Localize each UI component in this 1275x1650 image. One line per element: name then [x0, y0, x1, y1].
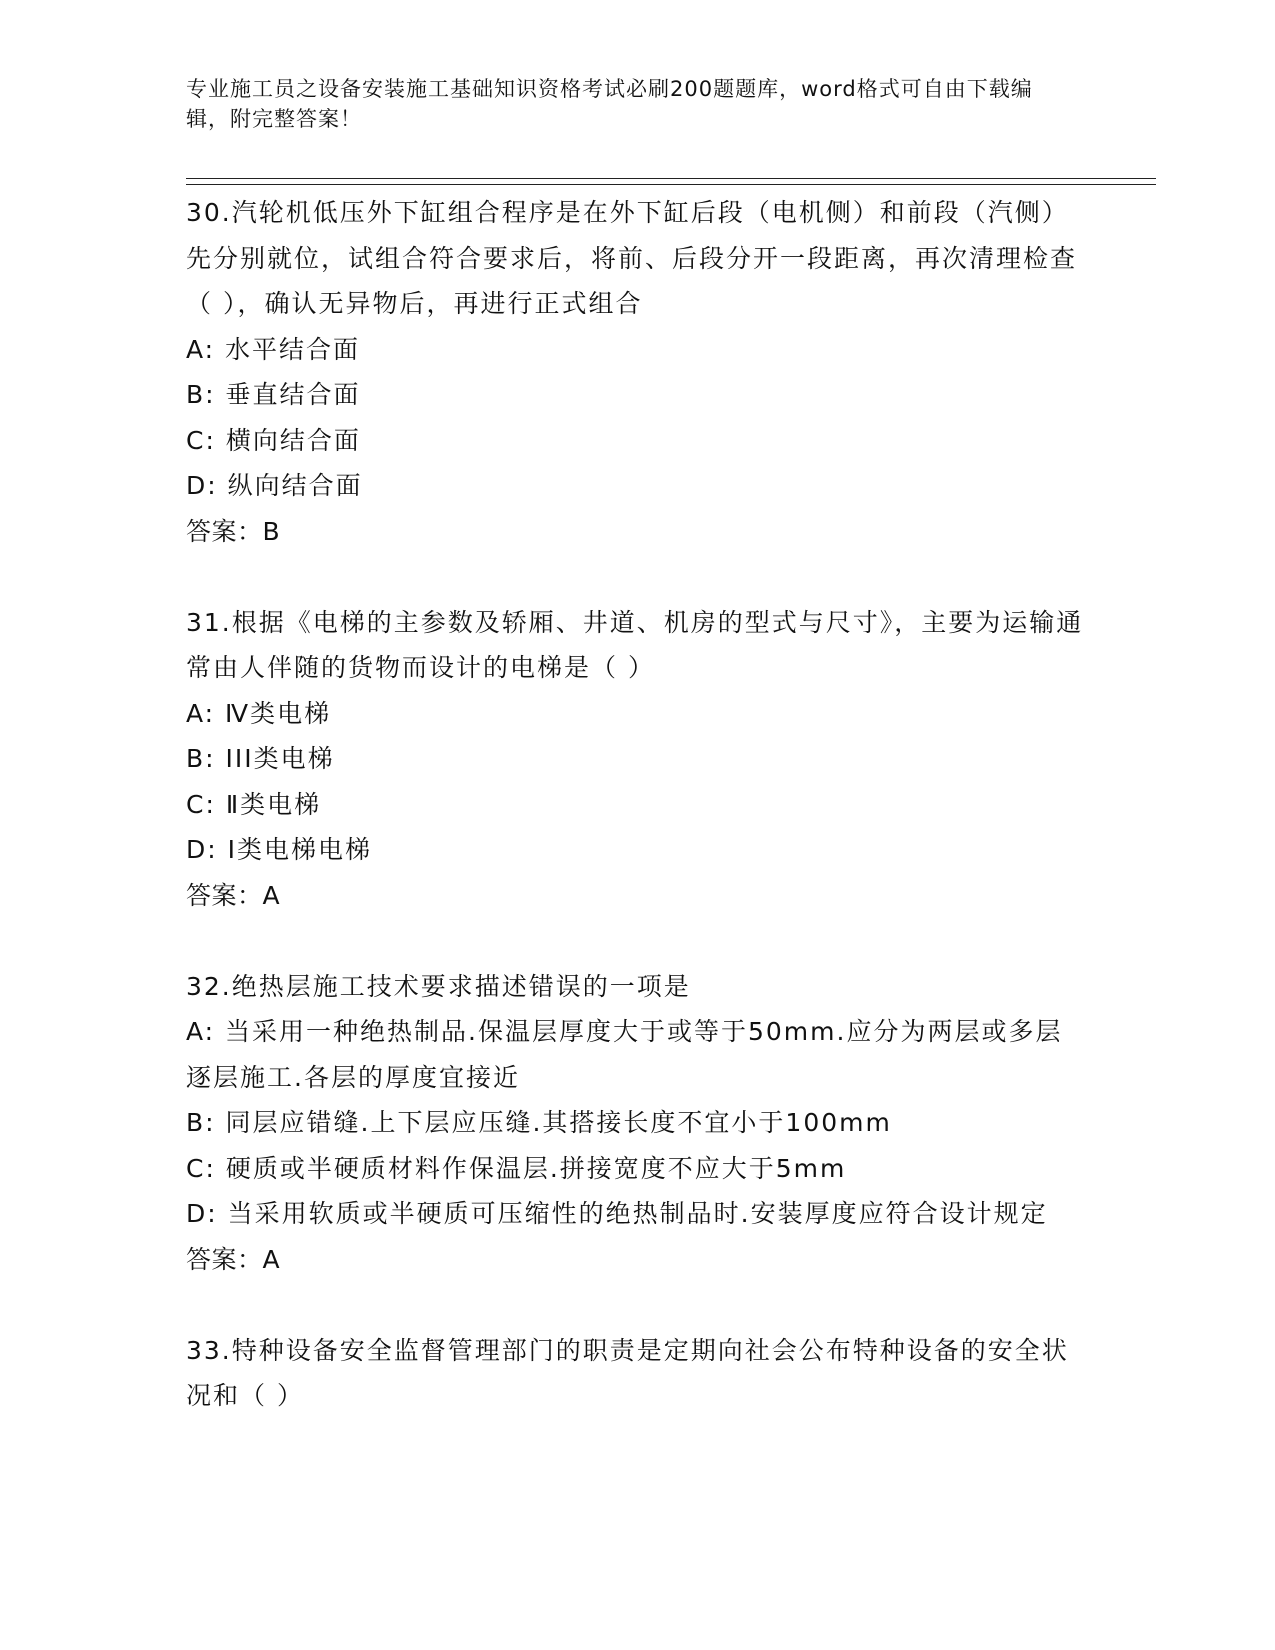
document-header — [186, 74, 1066, 134]
question-31 — [186, 600, 1086, 919]
question-spacer — [186, 554, 1086, 600]
header-divider-top — [186, 178, 1156, 179]
question-text: 33.特种设备安全监督管理部门的职责是定期向社会公布特种设备的安全状况和（ ） — [186, 1335, 1069, 1410]
document-title: 专业施工员之设备安装施工基础知识资格考试必刷200题题库，word格式可自由下载编辑，附完整答案！ — [186, 77, 1033, 131]
header-divider-bottom — [186, 184, 1156, 185]
option-a: A: 当采用一种绝热制品.保温层厚度大于或等于50mm.应分为两层或多层逐层施工.各层的厚度宜接近 — [186, 1017, 1063, 1092]
option-c: C: Ⅱ类电梯 — [186, 789, 322, 819]
question-text: 31.根据《电梯的主参数及轿厢、井道、机房的型式与尺寸》，主要为运输通常由人伴随的货物而设计的电梯是（ ） — [186, 607, 1084, 682]
question-30 — [186, 190, 1086, 554]
option-b: B: 垂直结合面 — [186, 380, 361, 409]
question-33 — [186, 1328, 1086, 1419]
question-32 — [186, 964, 1086, 1283]
option-d: D: Ⅰ类电梯电梯 — [186, 835, 372, 864]
option-d: D: 当采用软质或半硬质可压缩性的绝热制品时.安装厚度应符合设计规定 — [186, 1199, 1048, 1228]
question-list — [186, 190, 1086, 1419]
answer-label: 答案：A — [186, 1244, 281, 1274]
question-text: 30.汽轮机低压外下缸组合程序是在外下缸后段（电机侧）和前段（汽侧）先分别就位，试组合符合要求后，将前、后段分开一段距离，再次清理检查（ ），确认无异物后，再进行正式组合 — [186, 198, 1078, 318]
question-spacer — [186, 1282, 1086, 1328]
question-spacer — [186, 918, 1086, 964]
option-c: C: 硬质或半硬质材料作保温层.拼接宽度不应大于5mm — [186, 1153, 847, 1183]
option-b: B: 同层应错缝.上下层应压缝.其搭接长度不宜小于100mm — [186, 1108, 892, 1137]
option-c: C: 横向结合面 — [186, 425, 361, 455]
question-text: 32.绝热层施工技术要求描述错误的一项是 — [186, 971, 691, 1001]
option-b: B: III类电梯 — [186, 744, 335, 773]
option-d: D: 纵向结合面 — [186, 471, 363, 500]
option-a: A: 水平结合面 — [186, 334, 361, 364]
answer-label: 答案：B — [186, 516, 281, 546]
answer-label: 答案：A — [186, 880, 281, 910]
option-a: A: Ⅳ类电梯 — [186, 698, 332, 728]
